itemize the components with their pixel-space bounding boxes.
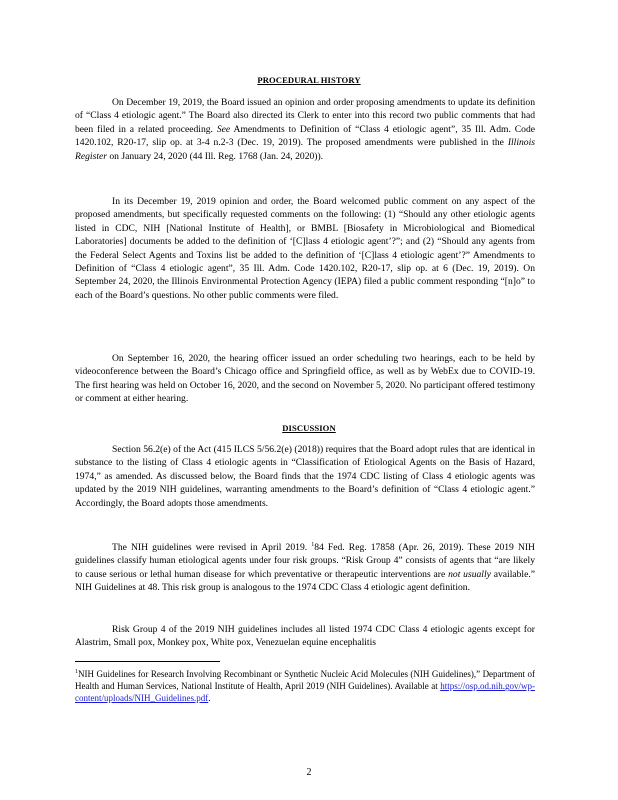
p5-text-c: available.” NIH Guidelines at 48. This risk group is analogous to the 1974 CDC Class 4 etiologic agent definition. [75, 568, 536, 594]
paragraph-4 [75, 443, 535, 510]
paragraph-6 [75, 623, 535, 650]
p1-text-a: On December 19, 2019, the Board issued an opinion and order proposing amendments to update its definition of “Class 4 etiologic agent.” The Board also directed its Clerk to enter into this record two public comments that had been filed in a related proceeding. [75, 97, 535, 135]
p4-text: Section 56.2(e) of the Act (415 ILCS 5/56.2(e) (2018)) requires that the Board adopt rules that are identical in substance to the listing of Class 4 etiologic agents in “Classification of Etiological Agents on the Basis of Hazard, 1974,” as amended. As discussed below, the Board finds that the 1974 CDC listing of Class 4 etiologic agents was updated by the 2019 NIH guidelines, warranting amendments to the Board’s definition of “Class 4 etiologic agent.” Accordingly, the Board adopts those amendments. [75, 444, 535, 509]
page-number: 2 [306, 767, 312, 778]
p5-text-a: The NIH guidelines were revised in April 2019. [112, 542, 312, 553]
p1-text-b: Amendments to Definition of “Class 4 etiologic agent”, 35 Ill. Adm. Code 1420.102, R20-17, slip op. at 3-4 n.2-3 (Dec. 19, 2019). The proposed amendments were published in the [75, 123, 535, 149]
footnote-link[interactable]: https://osp.od.nih.gov/wp-content/uploads/NIH_Guidelines.pdf [75, 681, 535, 704]
footnote [75, 668, 535, 705]
footnote-marker: 1 [75, 669, 78, 675]
paragraph-5 [75, 541, 535, 595]
footnote-rule [75, 661, 220, 662]
p3-text: On September 16, 2020, the hearing officer issued an order scheduling two hearings, each to be held by videoconference between the Board’s Chicago office and Springfield office, as well as by WebEx due to COVID-19. The first hearing was held on October 16, 2020, and the second on November 5, 2020. No participant offered testimony or comment at either hearing. [75, 353, 535, 405]
footnote-end: . [208, 693, 211, 704]
p1-text-c: on January 24, 2020 (44 Ill. Reg. 1768 (Jan. 24, 2020)). [106, 150, 324, 162]
paragraph-3 [75, 352, 535, 406]
paragraph-2 [75, 195, 535, 302]
illinois-register: Illinois Register [75, 137, 535, 162]
footnote-ref[interactable]: 1 [311, 541, 315, 548]
p6-text: Risk Group 4 of the 2019 NIH guidelines includes all listed 1974 CDC Class 4 etiologic agents except for Alastrim, Small pox, Monkey pox, White pox, Venezuelan equine encephalitis [75, 624, 535, 649]
p5-text-b: 84 Fed. Reg. 17858 (Apr. 26, 2019). These 2019 NIH guidelines classify human etiological agents under four risk groups. “Risk Group 4” consists of agents that “are likely to cause serious or lethal human disease for which preventative or therapeutic interventions are [75, 542, 535, 580]
heading-procedural-history: PROCEDURAL HISTORY [257, 75, 361, 85]
heading-discussion: DISCUSSION [282, 423, 336, 433]
p2-text: In its December 19, 2019 opinion and order, the Board welcomed public comment on any aspect of the proposed amendments, but specifically requested comments on the following: (1) “Should any other etiologic agents listed in CDC, NIH [National Institute of Health], or BMBL [Biosafety in Microbiological and Biomedical Laboratories] documents be added to the definition of ‘[C]lass 4 etiologic agent’?”; and (2) “Should any agents from the Federal Select Agents and Toxins list be added to the definition of ‘[C]lass 4 etiologic agent’?” Amendments to Definition of “Class 4 etiologic agent”, 35 Ill. Adm. Code 1420.102, R20-17, slip op. at 6 (Dec. 19, 2019). On September 24, 2020, the Illinois Environmental Protection Agency (IEPA) filed a public comment responding “[n]o” to each of the Board’s questions. No other public comments were filed. [75, 196, 535, 301]
see-signal: See [216, 123, 231, 135]
not-usually: not usually [448, 568, 491, 580]
paragraph-1 [75, 96, 535, 163]
footnote-text: NIH Guidelines for Research Involving Recombinant or Synthetic Nucleic Acid Molecules (NIH Guidelines),” Department of Health and Human Services, National Institute of Health, April 2019 (NIH Guidelines). Available at [75, 669, 535, 692]
